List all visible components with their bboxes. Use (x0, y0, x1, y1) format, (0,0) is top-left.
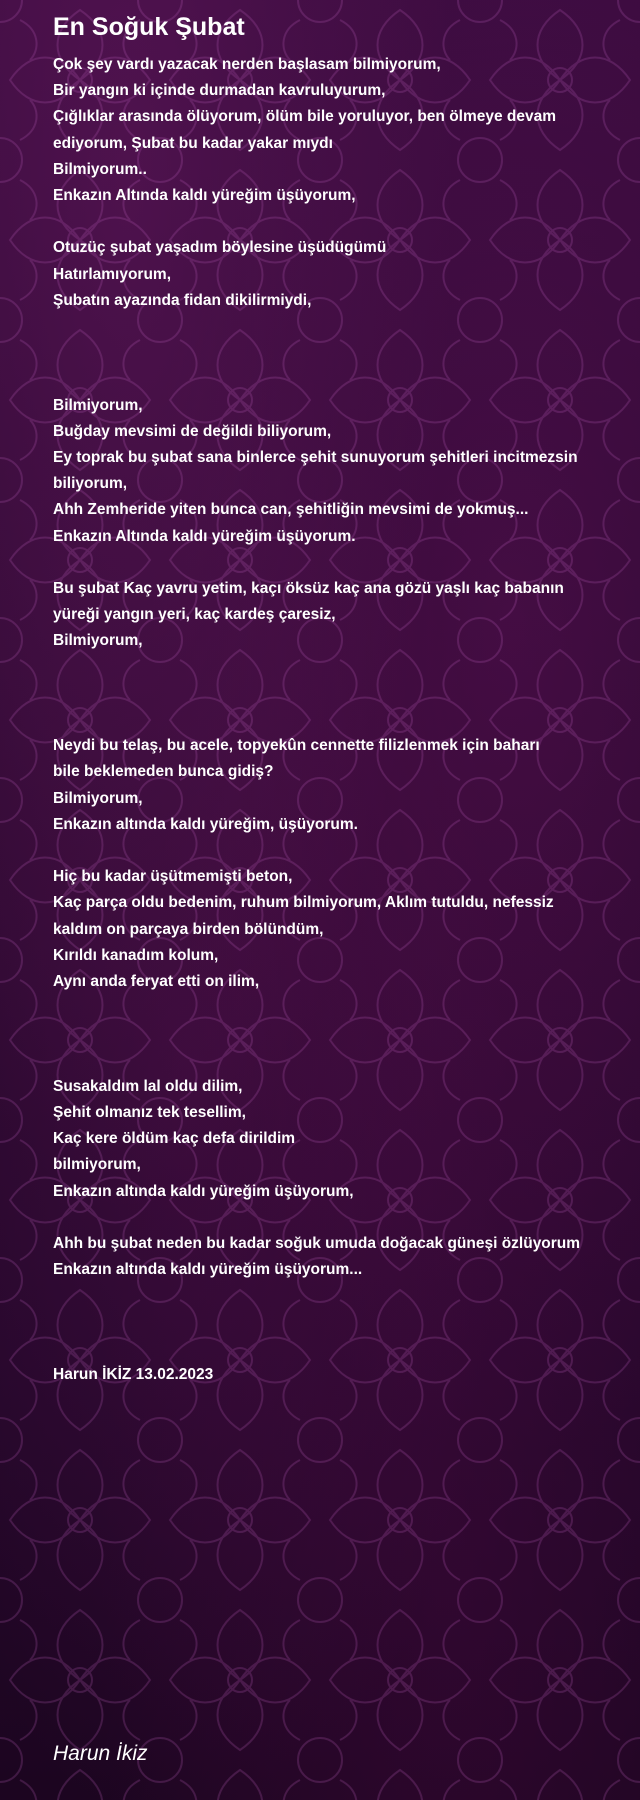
poem-line: Kırıldı kanadım kolum, (53, 946, 219, 964)
poem-line: ediyorum, Şubat bu kadar yakar mıydı (53, 134, 333, 152)
poem-line: Hatırlamıyorum, (53, 265, 172, 283)
poem-line: bile beklemeden bunca gidiş? (53, 763, 274, 781)
stanza-gap (53, 1283, 623, 1362)
poem-stanza (53, 1231, 623, 1283)
poem-stanza (53, 1074, 623, 1205)
poem-line: Bilmiyorum, (53, 396, 143, 414)
poem-line: biliyorum, (53, 475, 128, 493)
poem-line: Kaç kere öldüm kaç defa dirildim (53, 1130, 296, 1148)
poem-line: Bilmiyorum.. (53, 160, 147, 178)
stanza-gap (53, 209, 623, 235)
poem-line: Buğday mevsimi de değildi biliyorum, (53, 422, 332, 440)
poem-line: Şubatın ayazında fidan dikilirmiydi, (53, 291, 312, 309)
poem-line: Bir yangın ki içinde durmadan kavruluyurum, (53, 82, 386, 100)
poem-stanza (53, 52, 623, 209)
poem-line: Çok şey vardı yazacak nerden başlasam bilmiyorum, (53, 56, 441, 73)
poem-stanza (53, 864, 623, 995)
poem-line: Bilmiyorum, (53, 789, 143, 807)
stanza-gap (53, 1205, 623, 1231)
poem-line: Neydi bu telaş, bu acele, topyekûn cennette filizlenmek için baharı (53, 737, 540, 755)
poem-line: Enkazın altında kaldı yüreğim üşüyorum... (53, 1261, 363, 1279)
poem-stanza (53, 576, 623, 655)
stanza-gap (53, 838, 623, 864)
poem-stanza (53, 1362, 623, 1388)
poem-line: Bilmiyorum, (53, 632, 143, 650)
poem-title: En Soğuk Şubat (53, 13, 245, 41)
poem-stanza (53, 733, 623, 838)
poem-line: Çığlıklar arasında ölüyorum, ölüm bile yoruluyor, ben ölmeye devam (53, 108, 557, 126)
poem-line: Susakaldım lal oldu dilim, (53, 1077, 243, 1095)
poem-line: Kaç parça oldu bedenim, ruhum bilmiyorum, Aklım tutuldu, nefessiz (53, 894, 554, 912)
stanza-gap (53, 655, 623, 734)
stanza-gap (53, 314, 623, 393)
poem-line: yüreği yangın yeri, kaç kardeş çaresiz, (53, 606, 336, 624)
poem-line: Ey toprak bu şubat sana binlerce şehit sunuyorum şehitleri incitmezsin (53, 449, 578, 467)
poem-line: Aynı anda feryat etti on ilim, (53, 973, 260, 991)
poem-line: bilmiyorum, (53, 1156, 141, 1174)
poem-line: Enkazın Altında kaldı yüreğim üşüyorum. (53, 527, 356, 545)
poem-body (53, 52, 623, 1388)
poem-stanza (53, 235, 623, 314)
poem-line: kaldım on parçaya birden bölündüm, (53, 920, 324, 938)
poem-line: Enkazın altında kaldı yüreğim, üşüyorum. (53, 815, 358, 833)
poem-line: Hiç bu kadar üşütmemişti beton, (53, 868, 293, 886)
poem-line: Şehit olmanız tek tesellim, (53, 1104, 246, 1122)
poem-line: Ahh bu şubat neden bu kadar soğuk umuda doğacak güneşi özlüyorum (53, 1235, 581, 1253)
poem-stanza (53, 393, 623, 550)
author-signature: Harun İkiz (53, 1742, 148, 1765)
poem-line: Bu şubat Kaç yavru yetim, kaçı öksüz kaç ana gözü yaşlı kaç babanın (53, 580, 564, 598)
poem-line: Ahh Zemheride yiten bunca can, şehitliğin mevsimi de yokmuş... (53, 501, 529, 519)
stanza-gap (53, 995, 623, 1074)
poem-line: Enkazın altında kaldı yüreğim üşüyorum, (53, 1182, 354, 1200)
poem-line: Enkazın Altında kaldı yüreğim üşüyorum, (53, 187, 356, 205)
stanza-gap (53, 550, 623, 576)
poem-author-date: Harun İKİZ 13.02.2023 (53, 1366, 214, 1384)
poem-line: Otuzüç şubat yaşadım böylesine üşüdügümü (53, 239, 387, 257)
